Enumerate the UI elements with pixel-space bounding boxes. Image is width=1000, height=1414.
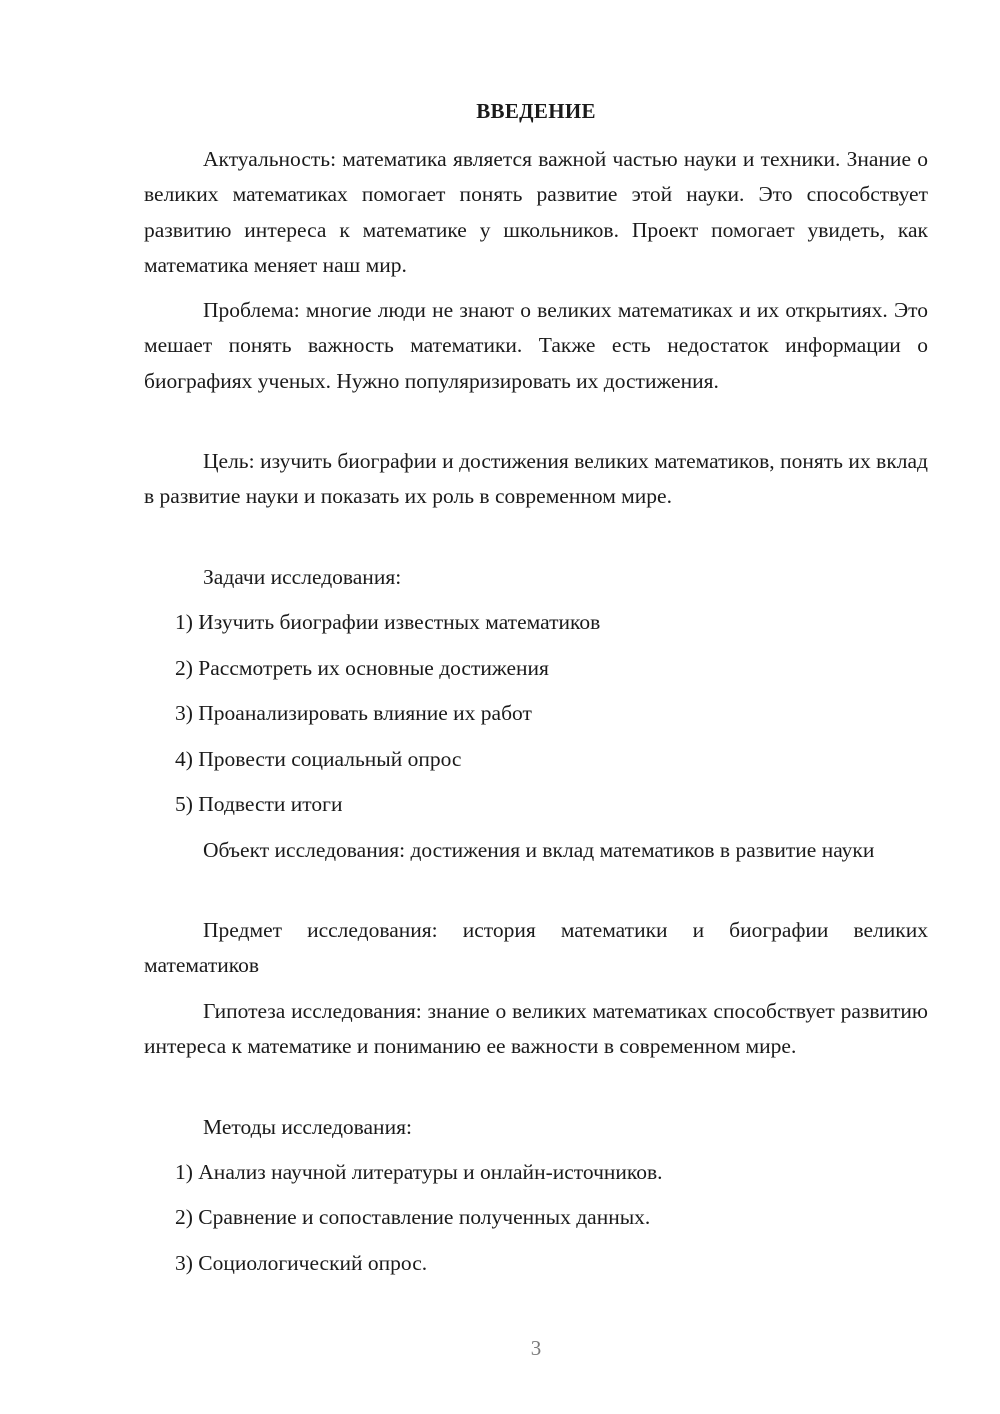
method-item: 1) Анализ научной литературы и онлайн-источников.	[175, 1160, 663, 1184]
methods-heading: Методы исследования:	[203, 1115, 412, 1139]
task-item: 2) Рассмотреть их основные достижения	[175, 656, 549, 680]
goal-paragraph: Цель: изучить биографии и достижения великих математиков, понять их вклад в развитие науки и показать их роль в современном мире.	[144, 449, 928, 509]
task-item: 1) Изучить биографии известных математиков	[175, 610, 601, 634]
task-item: 5) Подвести итоги	[175, 792, 343, 816]
problem-paragraph: Проблема: многие люди не знают о великих математиках и их открытиях. Это мешает понять важность математики. Также есть недостаток информации о биографиях ученых. Нужно популяризировать их достижения.	[144, 298, 928, 393]
hypothesis-paragraph: Гипотеза исследования: знание о великих математиках способствует развитию интереса к математике и пониманию ее важности в современном мире.	[144, 999, 928, 1059]
task-item: 4) Провести социальный опрос	[175, 747, 462, 771]
document-page	[144, 0, 928, 1414]
task-item: 3) Проанализировать влияние их работ	[175, 701, 532, 725]
page-number: 3	[530, 1336, 542, 1360]
method-item: 2) Сравнение и сопоставление полученных данных.	[175, 1205, 651, 1229]
tasks-heading: Задачи исследования:	[203, 565, 402, 589]
subject-paragraph: Предмет исследования: история математики и биографии великих математиков	[144, 918, 928, 978]
object-paragraph: Объект исследования: достижения и вклад математиков в развитие науки	[203, 838, 875, 862]
relevance-paragraph: Актуальность: математика является важной частью науки и техники. Знание о великих математиках помогает понять развитие этой науки. Это способствует развитию интереса к математике у школьников. Проект помогает увидеть, как математика меняет наш мир.	[144, 147, 928, 277]
page-title: ВВЕДЕНИЕ	[476, 99, 596, 123]
method-item: 3) Социологический опрос.	[175, 1251, 428, 1275]
